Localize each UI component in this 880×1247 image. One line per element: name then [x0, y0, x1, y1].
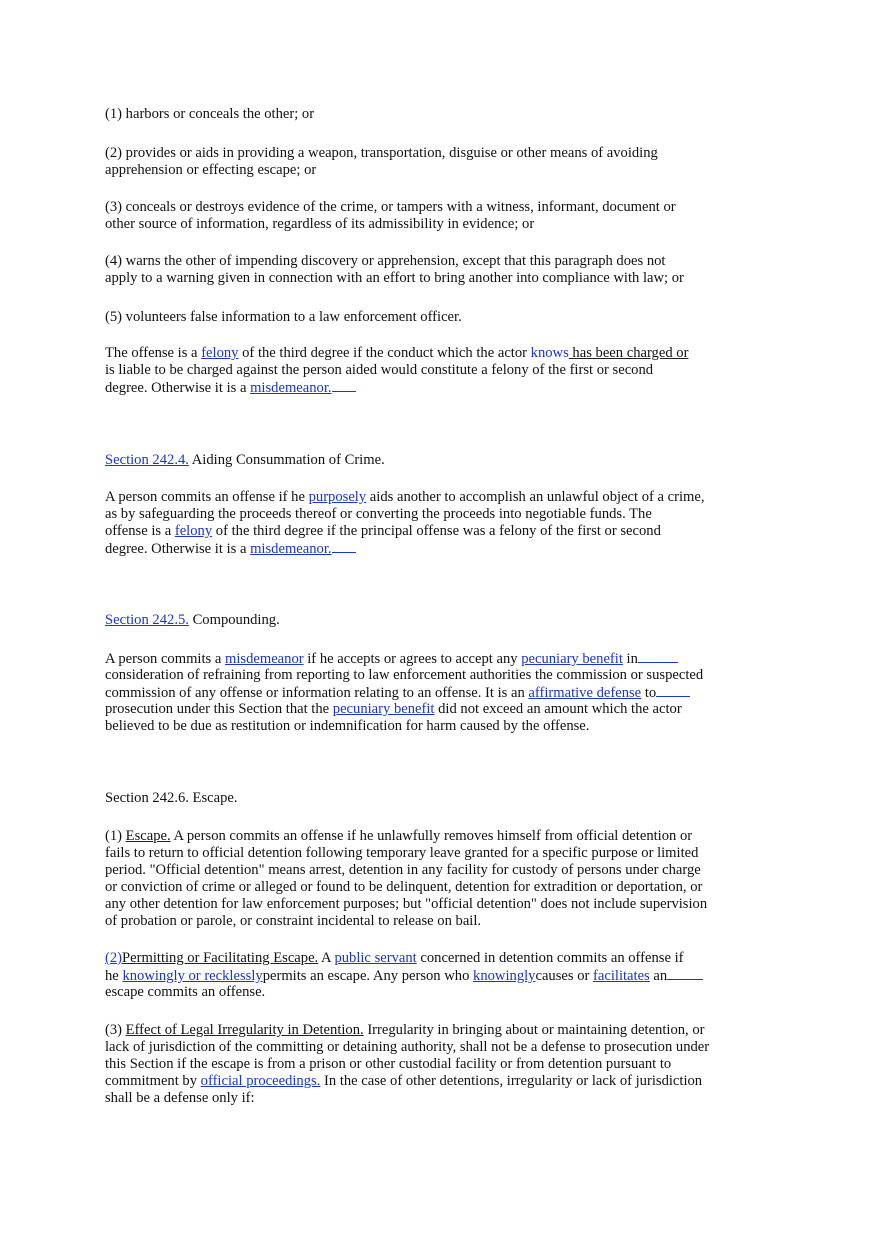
section-242-4-heading — [105, 452, 735, 469]
text-line: apprehension or effecting escape; or — [105, 162, 317, 178]
text: In the case of other detentions, irregularity or lack of jurisdiction — [320, 1073, 703, 1089]
pecuniary-benefit-link[interactable]: pecuniary benefit — [332, 701, 435, 717]
text-line: (3) conceals or destroys evidence of the crime, or tampers with a witness, informant, document or — [105, 199, 676, 215]
text: A person commits a — [105, 651, 225, 667]
misdemeanor-link[interactable]: misdemeanor — [224, 651, 304, 667]
text-line: as by safeguarding the proceeds thereof or converting the proceeds into negotiable funds. The — [105, 506, 652, 522]
text: concerned in detention commits an offense if — [416, 950, 684, 966]
knowingly-link[interactable]: knowingly — [473, 968, 536, 984]
text-line: any other detention for law enforcement purposes; but "official detention" does not include supervision — [105, 896, 708, 912]
text-line: is liable to be charged against the person aided would constitute a felony of the first or second — [105, 362, 654, 378]
subsection-heading: Escape. — [125, 828, 171, 844]
text-line — [105, 650, 735, 667]
text-line: (4) warns the other of impending discovery or apprehension, except that this paragraph does not — [105, 253, 666, 269]
text-line — [105, 701, 735, 718]
text-line — [105, 379, 735, 396]
text: has been charged or — [568, 345, 689, 361]
misdemeanor-link[interactable]: misdemeanor. — [250, 380, 332, 396]
text-line: of probation or parole, or constraint incidental to release on bail. — [105, 913, 482, 929]
text: aids another to accomplish an unlawful object of a crime, — [366, 489, 705, 505]
text-line: (1) harbors or conceals the other; or — [105, 106, 315, 122]
text-line: consideration of refraining from reporting to law enforcement authorities the commission or suspected — [105, 667, 704, 683]
section-242-4-link[interactable]: Section 242.4. — [105, 452, 189, 468]
paragraph-provides — [105, 145, 735, 179]
underline-rule — [656, 684, 690, 697]
text-line — [105, 612, 735, 629]
section-title: Aiding Consummation of Crime. — [188, 452, 385, 468]
felony-link[interactable]: felony — [201, 345, 239, 361]
text-line — [105, 950, 735, 967]
felony-link[interactable]: felony — [174, 523, 213, 539]
paragraph-harbors — [105, 106, 735, 123]
text: prosecution under this Section that the — [105, 701, 333, 717]
section-242-5-heading — [105, 612, 735, 629]
text: of the third degree if the principal offense was a felony of the first or second — [212, 523, 661, 539]
text: A person commits an offense if he — [105, 489, 309, 505]
text-line: (5) volunteers false information to a law enforcement officer. — [105, 309, 462, 325]
text-line — [105, 452, 735, 469]
section-title: Section 242.6. Escape. — [105, 790, 238, 806]
text: (3) — [105, 1022, 126, 1038]
text: an — [649, 968, 668, 984]
text-line: escape commits an offense. — [105, 984, 266, 1000]
knows-link[interactable]: knows — [530, 345, 569, 361]
paragraph-compounding — [105, 650, 735, 735]
text-line: lack of jurisdiction of the committing or detaining authority, shall not be a defense to prosecution under — [105, 1039, 710, 1055]
text-line: this Section if the escape is from a prison or other custodial facility or from detention pursuant to — [105, 1056, 672, 1072]
text-line: or conviction of crime or alleged or found to be delinquent, detention for extradition or deportation, or — [105, 879, 703, 895]
section-242-5-link[interactable]: Section 242.5. — [105, 612, 189, 628]
text-line — [105, 1073, 735, 1090]
public-servant-link[interactable]: public servant — [334, 950, 417, 966]
text: degree. Otherwise it is a — [105, 541, 251, 557]
text-line — [105, 1022, 735, 1039]
text-line: fails to return to official detention following temporary leave granted for a specific purpose or limited — [105, 845, 699, 861]
purposely-link[interactable]: purposely — [308, 489, 367, 505]
text: A person commits an offense if he unlawfully removes himself from official detention or — [170, 828, 693, 844]
paragraph-offense-grade — [105, 345, 735, 396]
misdemeanor-link[interactable]: misdemeanor. — [250, 541, 332, 557]
subsection-2-link[interactable]: (2) — [105, 950, 123, 966]
text-line: believed to be due as restitution or indemnification for harm caused by the offense. — [105, 718, 590, 734]
text: of the third degree if the conduct which the actor — [238, 345, 531, 361]
text: commission of any offense or information relating to an offense. It is an — [105, 685, 529, 701]
text-line — [105, 684, 735, 701]
text-line: other source of information, regardless of its admissibility in evidence; or — [105, 216, 535, 232]
text: degree. Otherwise it is a — [105, 380, 251, 396]
text: Irregularity in bringing about or maintaining detention, or — [363, 1022, 705, 1038]
text: permits an escape. Any person who — [262, 968, 474, 984]
paragraph-conceals — [105, 199, 735, 233]
underline-rule — [638, 650, 678, 663]
text-line: apply to a warning given in connection with an effort to bring another into compliance with law; or — [105, 270, 684, 286]
paragraph-permitting-escape — [105, 950, 735, 1001]
section-242-6-heading — [105, 790, 735, 807]
section-title: Compounding. — [188, 612, 280, 628]
underline-rule — [332, 379, 356, 392]
official-proceedings-link[interactable]: official proceedings. — [200, 1073, 321, 1089]
text: The offense is a — [105, 345, 202, 361]
text: (1) — [105, 828, 126, 844]
pecuniary-benefit-link[interactable]: pecuniary benefit — [521, 651, 623, 667]
affirmative-defense-link[interactable]: affirmative defense — [528, 685, 642, 701]
paragraph-volunteers — [105, 309, 735, 326]
paragraph-escape — [105, 828, 735, 930]
text-line — [105, 345, 735, 362]
text-line — [105, 489, 735, 506]
text: commitment by — [105, 1073, 201, 1089]
text-line — [105, 540, 735, 557]
text-line: (2) provides or aids in providing a weapon, transportation, disguise or other means of avoiding — [105, 145, 658, 161]
knowingly-or-recklessly-link[interactable]: knowingly or recklessly — [122, 968, 263, 984]
text: he — [105, 968, 123, 984]
text: did not exceed an amount which the actor — [434, 701, 682, 717]
text: in — [622, 651, 638, 667]
subsection-heading: Effect of Legal Irregularity in Detention. — [125, 1022, 364, 1038]
text: to — [641, 685, 657, 701]
paragraph-legal-irregularity — [105, 1022, 735, 1107]
text-line — [105, 967, 735, 984]
text: causes or — [535, 968, 594, 984]
text-line — [105, 523, 735, 540]
paragraph-warns — [105, 253, 735, 287]
underline-rule — [667, 967, 703, 980]
text-line — [105, 828, 735, 845]
paragraph-aiding — [105, 489, 735, 557]
text: offense is a — [105, 523, 175, 539]
text-line: period. "Official detention" means arrest, detention in any facility for custody of persons under charge — [105, 862, 701, 878]
underline-rule — [332, 540, 356, 553]
text-line: shall be a defense only if: — [105, 1090, 255, 1106]
text: if he accepts or agrees to accept any — [303, 651, 522, 667]
text: A — [318, 950, 335, 966]
facilitates-link[interactable]: facilitates — [593, 968, 650, 984]
subsection-heading: Permitting or Facilitating Escape. — [122, 950, 319, 966]
